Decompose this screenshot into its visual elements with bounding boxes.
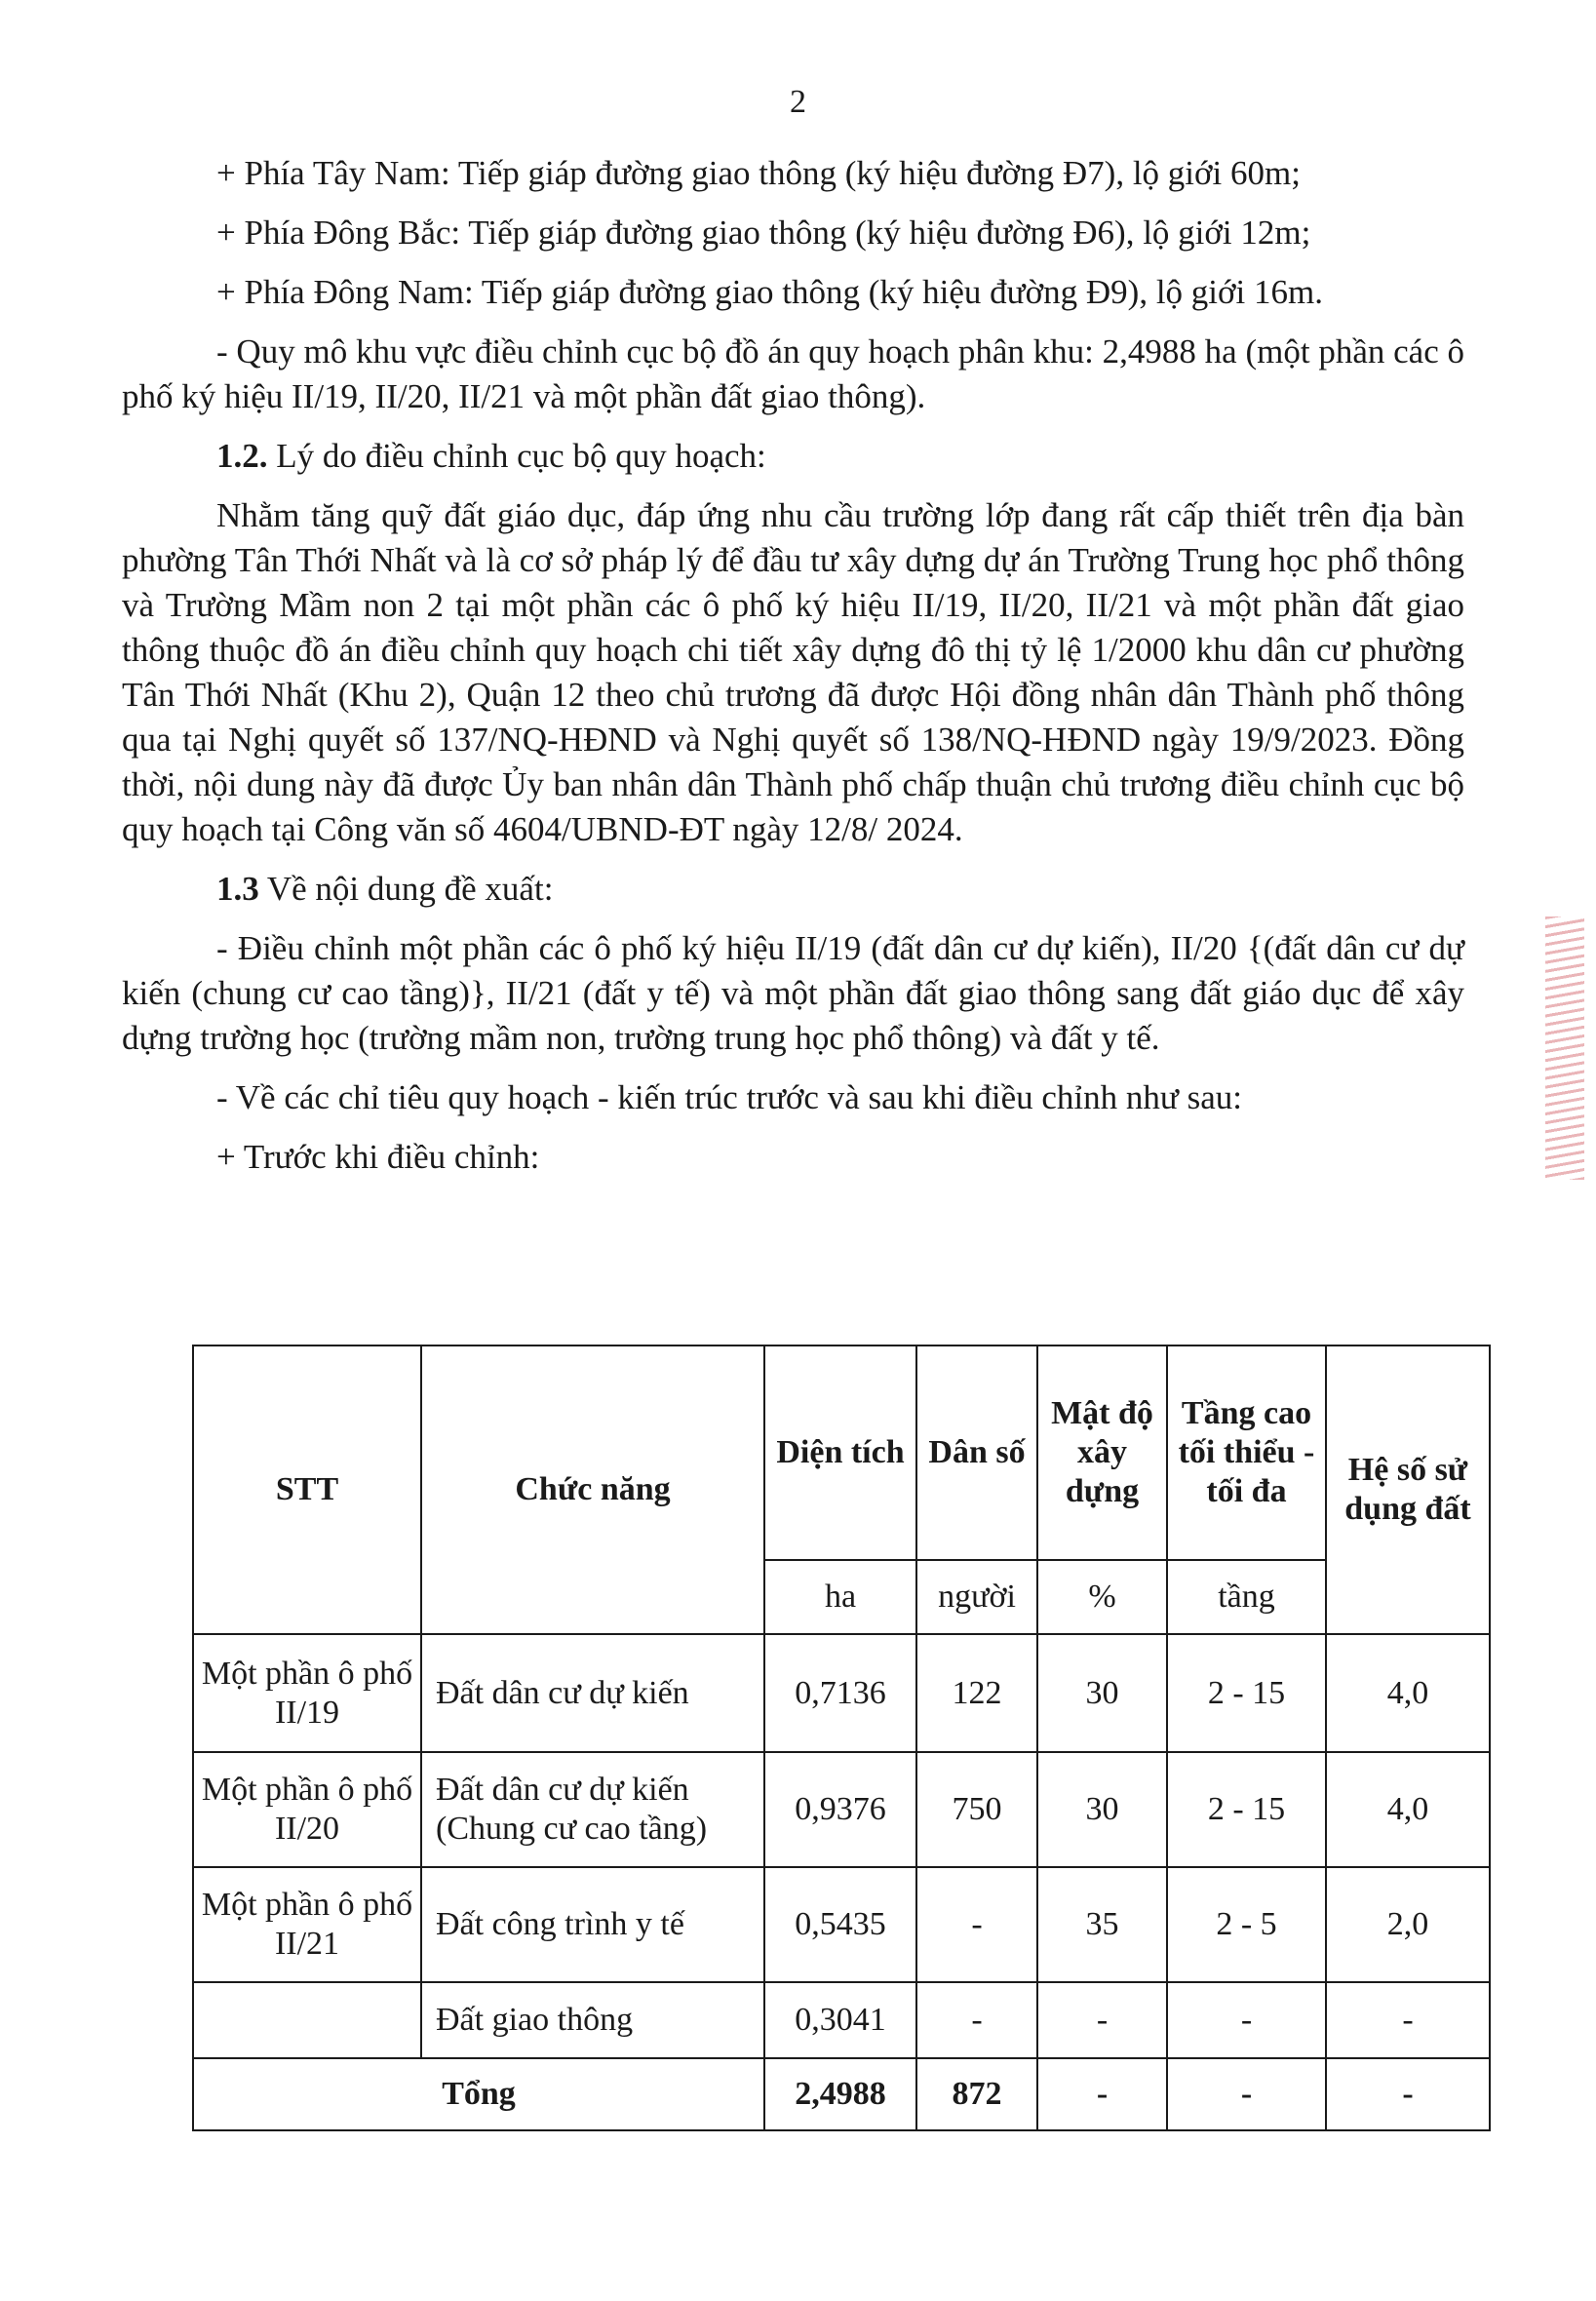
table-row	[193, 1982, 1490, 2058]
boundary-southeast: + Phía Đông Nam: Tiếp giáp đường giao thông (ký hiệu đường Đ9), lộ giới 16m.	[216, 273, 1323, 311]
cell-ratio: -	[1326, 1982, 1490, 2058]
cell-population: 750	[916, 1752, 1037, 1867]
cell-area: 0,3041	[764, 1982, 916, 2058]
boundary-southwest: + Phía Tây Nam: Tiếp giáp đường giao thông (ký hiệu đường Đ7), lộ giới 60m;	[216, 154, 1301, 192]
header-land-use-ratio: Hệ số sử dụng đất	[1326, 1346, 1490, 1634]
cell-floors: -	[1167, 1982, 1326, 2058]
cell-stt: Một phần ô phố II/19	[193, 1634, 421, 1752]
total-density: -	[1037, 2058, 1167, 2130]
cell-ratio: 4,0	[1326, 1634, 1490, 1752]
cell-area: 0,7136	[764, 1634, 916, 1752]
section-1-3-title: Về nội dung đề xuất:	[258, 870, 554, 908]
boundary-northeast: + Phía Đông Bắc: Tiếp giáp đường giao thông (ký hiệu đường Đ6), lộ giới 12m;	[216, 214, 1311, 252]
cell-function: Đất dân cư dự kiến (Chung cư cao tầng)	[421, 1752, 764, 1867]
section-1-2-heading	[216, 434, 1464, 479]
page-number: 2	[790, 84, 806, 120]
cell-function: Đất công trình y tế	[421, 1867, 764, 1982]
header-population: Dân số	[916, 1346, 1037, 1560]
header-density: Mật độ xây dựng	[1037, 1346, 1167, 1560]
cell-ratio: 4,0	[1326, 1752, 1490, 1867]
section-1-3-heading	[216, 867, 1464, 912]
section-1-2-title: Lý do điều chỉnh cục bộ quy hoạch:	[267, 437, 766, 475]
total-floors: -	[1167, 2058, 1326, 2130]
cell-function: Đất giao thông	[421, 1982, 764, 2058]
table-total-row	[193, 2058, 1490, 2130]
cell-area: 0,5435	[764, 1867, 916, 1982]
cell-density: -	[1037, 1982, 1167, 2058]
table-row	[193, 1634, 1490, 1752]
unit-density: %	[1037, 1560, 1167, 1634]
unit-area: ha	[764, 1560, 916, 1634]
section-1-3-body: - Điều chỉnh một phần các ô phố ký hiệu II/19 (đất dân cư dự kiến), II/20 {(đất dân cư dự kiến (chung cư cao tầng)}, II/21 (đất y tế) và một phần đất giao thông sang đất giáo dục để xây dựng trường học (trường mầm non, trường trung học phổ thông) và đất y tế.	[122, 929, 1464, 1057]
table-row	[193, 1752, 1490, 1867]
document-body	[122, 151, 1464, 1194]
cell-density: 30	[1037, 1634, 1167, 1752]
before-adjustment-label: + Trước khi điều chỉnh:	[216, 1138, 540, 1176]
cell-stt: Một phần ô phố II/20	[193, 1752, 421, 1867]
cell-stt: Một phần ô phố II/21	[193, 1867, 421, 1982]
total-population: 872	[916, 2058, 1037, 2130]
planning-table	[192, 1345, 1491, 2131]
seal-stamp-fragment	[1545, 916, 1584, 1180]
section-1-3-number: 1.3	[216, 870, 259, 908]
cell-floors: 2 - 5	[1167, 1867, 1326, 1982]
cell-ratio: 2,0	[1326, 1867, 1490, 1982]
cell-area: 0,9376	[764, 1752, 916, 1867]
total-area: 2,4988	[764, 2058, 916, 2130]
header-area: Diện tích	[764, 1346, 916, 1560]
total-label: Tổng	[193, 2058, 764, 2130]
section-1-2-body: Nhằm tăng quỹ đất giáo dục, đáp ứng nhu cầu trường lớp đang rất cấp thiết trên địa bàn phường Tân Thới Nhất và là cơ sở pháp lý để đầu tư xây dựng dự án Trường Trung học phổ thông và Trường Mầm non 2 tại một phần các ô phố ký hiệu II/19, II/20, II/21 và một phần đất giao thông thuộc đồ án điều chỉnh quy hoạch chi tiết xây dựng đô thị tỷ lệ 1/2000 khu dân cư phường Tân Thới Nhất (Khu 2), Quận 12 theo chủ trương đã được Hội đồng nhân dân Thành phố thông qua tại Nghị quyết số 137/NQ-HĐND và Nghị quyết số 138/NQ-HĐND ngày 19/9/2023. Đồng thời, nội dung này đã được Ủy ban nhân dân Thành phố chấp thuận chủ trương điều chỉnh cục bộ quy hoạch tại Công văn số 4604/UBND-ĐT ngày 12/8/ 2024.	[122, 496, 1464, 848]
criteria-intro: - Về các chỉ tiêu quy hoạch - kiến trúc trước và sau khi điều chỉnh như sau:	[216, 1078, 1242, 1116]
cell-density: 30	[1037, 1752, 1167, 1867]
header-function: Chức năng	[421, 1346, 764, 1634]
unit-population: người	[916, 1560, 1037, 1634]
table-row	[193, 1867, 1490, 1982]
scale-paragraph: - Quy mô khu vực điều chỉnh cục bộ đồ án quy hoạch phân khu: 2,4988 ha (một phần các ô phố ký hiệu II/19, II/20, II/21 và một phần đất giao thông).	[122, 332, 1464, 415]
header-stt: STT	[193, 1346, 421, 1634]
cell-floors: 2 - 15	[1167, 1634, 1326, 1752]
cell-function: Đất dân cư dự kiến	[421, 1634, 764, 1752]
cell-population: -	[916, 1982, 1037, 2058]
cell-density: 35	[1037, 1867, 1167, 1982]
cell-population: 122	[916, 1634, 1037, 1752]
unit-floors: tầng	[1167, 1560, 1326, 1634]
cell-stt	[193, 1982, 421, 2058]
header-floors: Tầng cao tối thiểu - tối đa	[1167, 1346, 1326, 1560]
cell-floors: 2 - 15	[1167, 1752, 1326, 1867]
total-ratio: -	[1326, 2058, 1490, 2130]
section-1-2-number: 1.2.	[216, 437, 268, 475]
cell-population: -	[916, 1867, 1037, 1982]
